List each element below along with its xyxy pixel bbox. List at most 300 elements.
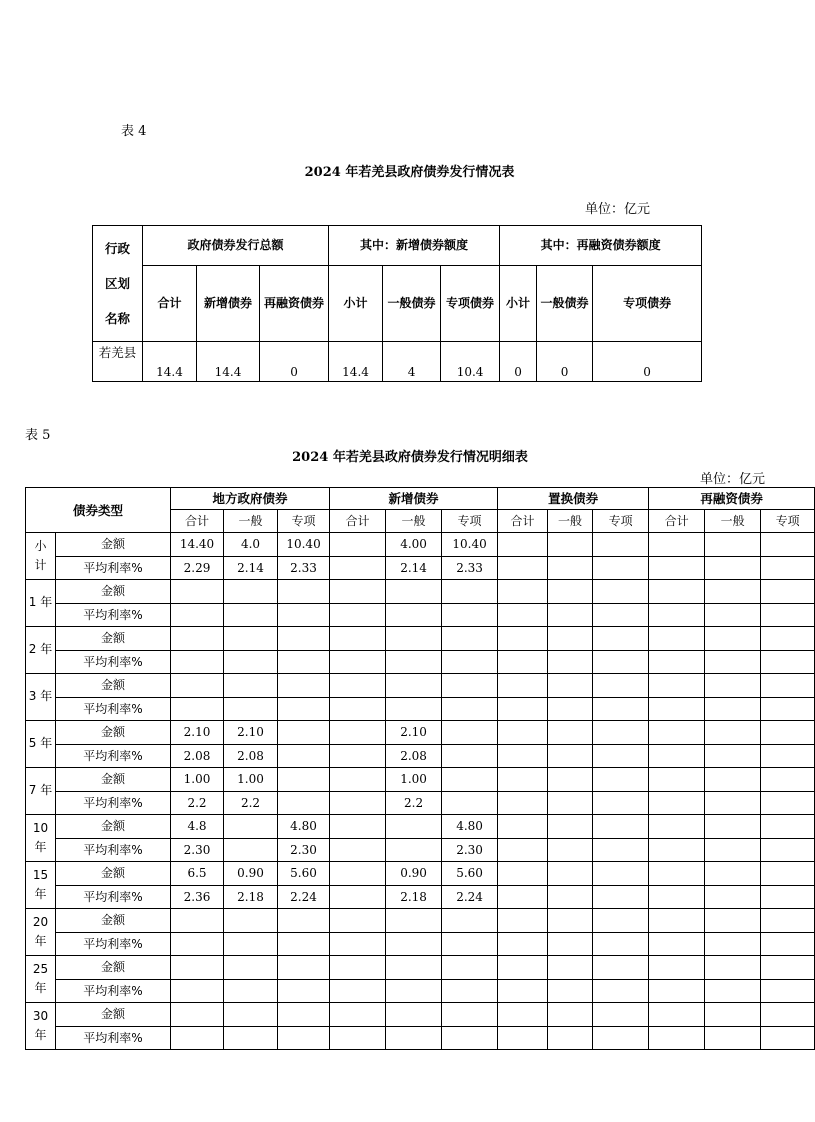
- value-cell: [761, 556, 815, 580]
- amount-label: 金额: [56, 909, 171, 933]
- term-label-line: 3 年: [28, 689, 53, 704]
- value-cell: [171, 1026, 224, 1050]
- value-cell: 4: [383, 342, 441, 382]
- value-cell: [593, 556, 649, 580]
- term-label-line: 20: [32, 914, 49, 929]
- sub-header: 小计: [329, 266, 383, 342]
- value-cell: 2.29: [171, 556, 224, 580]
- value-cell: 14.4: [197, 342, 260, 382]
- value-cell: [593, 627, 649, 651]
- value-cell: [761, 791, 815, 815]
- value-cell: [498, 1026, 548, 1050]
- value-cell: [171, 627, 224, 651]
- value-cell: [386, 603, 442, 627]
- sub-header: 一般: [548, 510, 593, 533]
- term-cell: [26, 862, 56, 909]
- value-cell: 4.80: [278, 815, 330, 839]
- value-cell: [649, 603, 705, 627]
- value-cell: 1.00: [224, 768, 278, 792]
- rate-label: 平均利率%: [56, 838, 171, 862]
- value-cell: [498, 650, 548, 674]
- table-row: [26, 533, 815, 557]
- value-cell: 4.80: [442, 815, 498, 839]
- amount-label: 金额: [56, 533, 171, 557]
- value-cell: [593, 815, 649, 839]
- value-cell: 4.00: [386, 533, 442, 557]
- value-cell: [649, 1003, 705, 1027]
- value-cell: 2.08: [224, 744, 278, 768]
- value-cell: [171, 932, 224, 956]
- value-cell: [171, 979, 224, 1003]
- sub-header: 专项: [761, 510, 815, 533]
- value-cell: [442, 1003, 498, 1027]
- table-row: [26, 932, 815, 956]
- value-cell: [442, 674, 498, 698]
- value-cell: [705, 1003, 761, 1027]
- value-cell: [386, 1003, 442, 1027]
- value-cell: [171, 674, 224, 698]
- value-cell: [330, 1003, 386, 1027]
- sub-header: 合计: [143, 266, 197, 342]
- value-cell: 1.00: [171, 768, 224, 792]
- value-cell: [224, 932, 278, 956]
- value-cell: 2.08: [386, 744, 442, 768]
- value-cell: [548, 603, 593, 627]
- value-cell: [761, 533, 815, 557]
- value-cell: [548, 815, 593, 839]
- value-cell: [593, 744, 649, 768]
- value-cell: [761, 979, 815, 1003]
- value-cell: 2.30: [171, 838, 224, 862]
- value-cell: [761, 744, 815, 768]
- region-header-line: 行政: [104, 241, 130, 256]
- value-cell: [649, 956, 705, 980]
- value-cell: 2.10: [224, 721, 278, 745]
- term-label-line: 5 年: [28, 736, 53, 751]
- value-cell: [498, 1003, 548, 1027]
- value-cell: [548, 909, 593, 933]
- value-cell: [548, 721, 593, 745]
- value-cell: [593, 979, 649, 1003]
- value-cell: 2.30: [442, 838, 498, 862]
- value-cell: [593, 885, 649, 909]
- value-cell: [761, 838, 815, 862]
- value-cell: [649, 627, 705, 651]
- value-cell: [593, 603, 649, 627]
- value-cell: [330, 744, 386, 768]
- value-cell: [649, 932, 705, 956]
- value-cell: 0: [260, 342, 329, 382]
- region-header-line: 区划: [104, 276, 130, 291]
- term-label-line: 计: [34, 558, 47, 572]
- table4-unit: 单位：亿元: [585, 202, 651, 217]
- value-cell: [278, 979, 330, 1003]
- value-cell: [442, 627, 498, 651]
- value-cell: 5.60: [278, 862, 330, 886]
- value-cell: 6.5: [171, 862, 224, 886]
- value-cell: [593, 674, 649, 698]
- value-cell: [498, 768, 548, 792]
- value-cell: [548, 932, 593, 956]
- value-cell: [761, 603, 815, 627]
- value-cell: [649, 650, 705, 674]
- value-cell: 2.14: [386, 556, 442, 580]
- amount-label: 金额: [56, 580, 171, 604]
- value-cell: [649, 815, 705, 839]
- value-cell: [705, 979, 761, 1003]
- value-cell: 2.24: [278, 885, 330, 909]
- rate-label: 平均利率%: [56, 603, 171, 627]
- bond-type-header: 债券类型: [26, 488, 171, 533]
- table-row: [26, 580, 815, 604]
- value-cell: [761, 956, 815, 980]
- table-row: [26, 909, 815, 933]
- value-cell: [548, 838, 593, 862]
- value-cell: [649, 721, 705, 745]
- value-cell: [498, 744, 548, 768]
- value-cell: [593, 838, 649, 862]
- value-cell: [442, 697, 498, 721]
- value-cell: [548, 1003, 593, 1027]
- value-cell: [330, 533, 386, 557]
- value-cell: [548, 791, 593, 815]
- value-cell: 0.90: [224, 862, 278, 886]
- sub-header: 一般债券: [537, 266, 593, 342]
- amount-label: 金额: [56, 956, 171, 980]
- value-cell: [442, 909, 498, 933]
- term-label-line: 7 年: [28, 783, 53, 798]
- group-header-new: 新增债券: [330, 488, 498, 510]
- value-cell: 0: [500, 342, 537, 382]
- value-cell: [649, 744, 705, 768]
- table-row: [26, 1003, 815, 1027]
- term-cell: [26, 533, 56, 580]
- value-cell: [442, 603, 498, 627]
- value-cell: [548, 533, 593, 557]
- value-cell: 2.08: [171, 744, 224, 768]
- value-cell: [705, 697, 761, 721]
- value-cell: [442, 979, 498, 1003]
- amount-label: 金额: [56, 627, 171, 651]
- sub-header: 一般债券: [383, 266, 441, 342]
- table-row: [26, 815, 815, 839]
- value-cell: [386, 580, 442, 604]
- value-cell: [705, 956, 761, 980]
- term-label-line: 年: [34, 934, 47, 948]
- table5-title: 2024 年若羌县政府债券发行情况明细表: [292, 450, 528, 465]
- value-cell: [705, 768, 761, 792]
- table-row: [26, 838, 815, 862]
- value-cell: [442, 744, 498, 768]
- value-cell: [386, 815, 442, 839]
- value-cell: [761, 1026, 815, 1050]
- value-cell: [593, 533, 649, 557]
- value-cell: [705, 556, 761, 580]
- sub-header: 合计: [498, 510, 548, 533]
- value-cell: [761, 697, 815, 721]
- term-label-line: 年: [34, 887, 47, 901]
- value-cell: [330, 1026, 386, 1050]
- value-cell: [442, 1026, 498, 1050]
- value-cell: [278, 744, 330, 768]
- value-cell: [386, 650, 442, 674]
- value-cell: 2.2: [224, 791, 278, 815]
- value-cell: [330, 838, 386, 862]
- value-cell: [386, 932, 442, 956]
- value-cell: [278, 721, 330, 745]
- term-label-line: 10: [32, 820, 49, 835]
- term-label-line: 小: [34, 538, 47, 553]
- value-cell: [548, 674, 593, 698]
- term-cell: [26, 580, 56, 627]
- table-row: [26, 603, 815, 627]
- table5-unit: 单位：亿元: [700, 472, 766, 487]
- value-cell: [330, 627, 386, 651]
- table-row: [26, 697, 815, 721]
- value-cell: [330, 932, 386, 956]
- table-row: [26, 721, 815, 745]
- value-cell: 2.18: [386, 885, 442, 909]
- sub-header: 再融资债券: [260, 266, 329, 342]
- rate-label: 平均利率%: [56, 1026, 171, 1050]
- term-label-line: 1 年: [28, 595, 53, 610]
- value-cell: [224, 815, 278, 839]
- rate-label: 平均利率%: [56, 979, 171, 1003]
- amount-label: 金额: [56, 768, 171, 792]
- sub-header: 合计: [649, 510, 705, 533]
- value-cell: 0: [537, 342, 593, 382]
- value-cell: [548, 650, 593, 674]
- value-cell: [278, 674, 330, 698]
- table5: [25, 487, 815, 1050]
- term-cell: [26, 956, 56, 1003]
- value-cell: [705, 791, 761, 815]
- term-cell: [26, 1003, 56, 1050]
- value-cell: 14.4: [329, 342, 383, 382]
- value-cell: [224, 909, 278, 933]
- value-cell: [548, 956, 593, 980]
- group-header-new: 其中：新增债券额度: [329, 226, 500, 266]
- term-label-line: 年: [34, 840, 47, 854]
- value-cell: [224, 979, 278, 1003]
- term-cell: [26, 815, 56, 862]
- value-cell: [330, 956, 386, 980]
- value-cell: 5.60: [442, 862, 498, 886]
- value-cell: [761, 909, 815, 933]
- value-cell: [442, 768, 498, 792]
- value-cell: [705, 674, 761, 698]
- value-cell: [498, 838, 548, 862]
- value-cell: [171, 956, 224, 980]
- value-cell: [593, 909, 649, 933]
- value-cell: 2.36: [171, 885, 224, 909]
- value-cell: 14.40: [171, 533, 224, 557]
- table-row: [26, 744, 815, 768]
- value-cell: [442, 721, 498, 745]
- value-cell: 2.10: [171, 721, 224, 745]
- value-cell: [171, 697, 224, 721]
- value-cell: [330, 909, 386, 933]
- table-row: [26, 627, 815, 651]
- value-cell: [278, 697, 330, 721]
- value-cell: [330, 885, 386, 909]
- rate-label: 平均利率%: [56, 885, 171, 909]
- value-cell: 0.90: [386, 862, 442, 886]
- sub-header: 一般: [224, 510, 278, 533]
- value-cell: [498, 979, 548, 1003]
- term-label-line: 年: [34, 981, 47, 995]
- amount-label: 金额: [56, 674, 171, 698]
- value-cell: [386, 979, 442, 1003]
- value-cell: [761, 674, 815, 698]
- group-header-refi: 再融资债券: [649, 488, 815, 510]
- value-cell: [171, 909, 224, 933]
- sub-header: 专项债券: [593, 266, 702, 342]
- value-cell: [278, 627, 330, 651]
- value-cell: [649, 533, 705, 557]
- value-cell: [593, 932, 649, 956]
- value-cell: [548, 768, 593, 792]
- value-cell: [278, 650, 330, 674]
- value-cell: [649, 697, 705, 721]
- term-label-line: 年: [34, 1028, 47, 1042]
- value-cell: [649, 1026, 705, 1050]
- table-row: [93, 342, 702, 382]
- value-cell: [649, 979, 705, 1003]
- value-cell: [761, 627, 815, 651]
- value-cell: [548, 862, 593, 886]
- value-cell: 2.24: [442, 885, 498, 909]
- value-cell: [330, 768, 386, 792]
- value-cell: [498, 674, 548, 698]
- value-cell: [548, 744, 593, 768]
- value-cell: [593, 721, 649, 745]
- value-cell: [498, 885, 548, 909]
- value-cell: [278, 603, 330, 627]
- value-cell: [593, 1003, 649, 1027]
- table-row: [26, 556, 815, 580]
- value-cell: 2.14: [224, 556, 278, 580]
- term-label-line: 30: [32, 1008, 49, 1023]
- value-cell: [498, 909, 548, 933]
- value-cell: [705, 909, 761, 933]
- table-row: [26, 979, 815, 1003]
- value-cell: [224, 627, 278, 651]
- value-cell: [705, 744, 761, 768]
- value-cell: 10.40: [442, 533, 498, 557]
- value-cell: [761, 862, 815, 886]
- term-cell: [26, 768, 56, 815]
- value-cell: [593, 650, 649, 674]
- value-cell: [442, 650, 498, 674]
- value-cell: [224, 603, 278, 627]
- value-cell: [705, 885, 761, 909]
- term-cell: [26, 721, 56, 768]
- value-cell: [171, 650, 224, 674]
- value-cell: [705, 1026, 761, 1050]
- value-cell: [498, 533, 548, 557]
- value-cell: [224, 1003, 278, 1027]
- value-cell: [224, 956, 278, 980]
- value-cell: 10.40: [278, 533, 330, 557]
- group-header-total: 政府债券发行总额: [143, 226, 329, 266]
- value-cell: [224, 650, 278, 674]
- value-cell: [705, 932, 761, 956]
- group-header-replace: 置换债券: [498, 488, 649, 510]
- value-cell: [224, 838, 278, 862]
- value-cell: [330, 697, 386, 721]
- value-cell: [649, 768, 705, 792]
- table-row: [26, 956, 815, 980]
- term-label-line: 2 年: [28, 642, 53, 657]
- value-cell: [498, 556, 548, 580]
- value-cell: [593, 862, 649, 886]
- table-row: [26, 885, 815, 909]
- value-cell: [649, 862, 705, 886]
- value-cell: [278, 1026, 330, 1050]
- value-cell: 2.2: [386, 791, 442, 815]
- value-cell: [278, 909, 330, 933]
- term-cell: [26, 627, 56, 674]
- value-cell: [649, 885, 705, 909]
- sub-header: 专项: [278, 510, 330, 533]
- value-cell: [171, 1003, 224, 1027]
- value-cell: [442, 932, 498, 956]
- rate-label: 平均利率%: [56, 650, 171, 674]
- value-cell: [761, 768, 815, 792]
- value-cell: [278, 956, 330, 980]
- value-cell: [330, 674, 386, 698]
- value-cell: [442, 791, 498, 815]
- value-cell: 2.10: [386, 721, 442, 745]
- table4: [92, 225, 702, 382]
- value-cell: [593, 768, 649, 792]
- value-cell: [705, 580, 761, 604]
- value-cell: [278, 768, 330, 792]
- term-cell: [26, 674, 56, 721]
- value-cell: [278, 580, 330, 604]
- value-cell: [649, 674, 705, 698]
- amount-label: 金额: [56, 1003, 171, 1027]
- region-header-line: 名称: [104, 311, 130, 326]
- rate-label: 平均利率%: [56, 556, 171, 580]
- value-cell: [593, 697, 649, 721]
- value-cell: [171, 603, 224, 627]
- value-cell: [498, 932, 548, 956]
- value-cell: [548, 979, 593, 1003]
- sub-header: 合计: [330, 510, 386, 533]
- value-cell: [761, 721, 815, 745]
- value-cell: 14.4: [143, 342, 197, 382]
- value-cell: [705, 627, 761, 651]
- value-cell: [498, 603, 548, 627]
- region-header: [93, 226, 143, 342]
- value-cell: [386, 838, 442, 862]
- value-cell: [498, 580, 548, 604]
- sub-header: 专项债券: [441, 266, 500, 342]
- table-row: [26, 791, 815, 815]
- value-cell: [649, 838, 705, 862]
- value-cell: 2.30: [278, 838, 330, 862]
- value-cell: [705, 815, 761, 839]
- amount-label: 金额: [56, 721, 171, 745]
- value-cell: [498, 862, 548, 886]
- value-cell: [278, 932, 330, 956]
- value-cell: [593, 791, 649, 815]
- table5-label: 表 5: [25, 428, 51, 443]
- value-cell: [330, 862, 386, 886]
- value-cell: 10.4: [441, 342, 500, 382]
